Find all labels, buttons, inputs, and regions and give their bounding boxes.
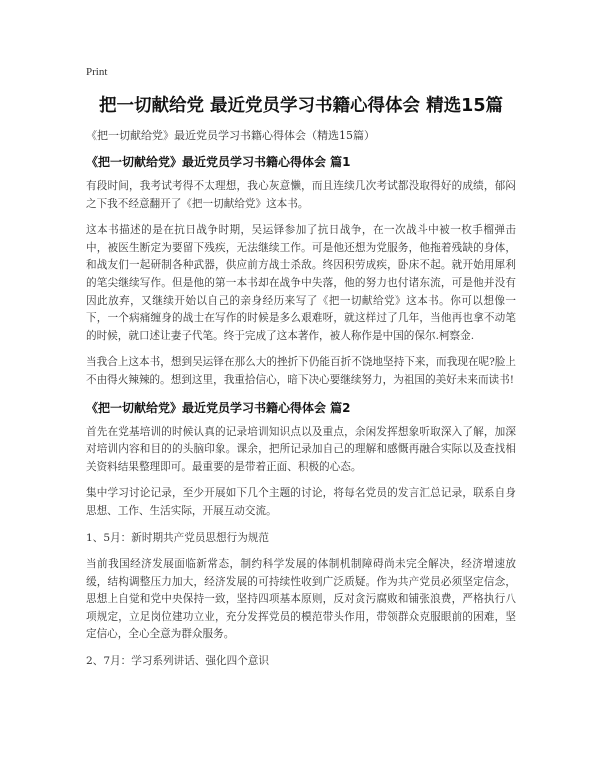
section-2-item-2-label: 2、7月：学习系列讲话、强化四个意识 bbox=[86, 655, 269, 668]
section-2-paragraph-2: 集中学习讨论记录，至少开展如下几个主题的讨论，将每名党员的发言汇总记录，联系自身思想、工作、生活实际，开展互动交流。 bbox=[86, 487, 516, 517]
section-1-paragraph-2: 这本书描述的是在抗日战争时期，吴运铎参加了抗日战争，在一次战斗中被一枚手榴弹击中，被医生断定为要留下残疾，无法继续工作。可是他还想为党服务，他拖着残缺的身体，和战友们一起研制各种武器，供应前方战士杀敌。终因积劳成疾，卧床不起。就开始用犀利的笔尖继续写作。但是他的第一本书却在战争中失落，他的努力也付诸东流，可是他并没有因此放弃，又继续开始以自己的亲身经历来写了《把一切献给党》这本书。你可以想像一下，一个病痛缠身的战士在写作的时候是多么艰难呀，就这样过了几年，当他再也拿不动笔的时候，就口述让妻子代笔。终于完成了这本著作，被人称作是中国的保尔.柯察金. bbox=[86, 224, 516, 342]
section-heading-1: 《把一切献给党》最近党员学习书籍心得体会 篇1 bbox=[86, 155, 351, 169]
document-title: 把一切献给党 最近党员学习书籍心得体会 精选15篇 bbox=[98, 96, 504, 116]
section-heading-2: 《把一切献给党》最近党员学习书籍心得体会 篇2 bbox=[86, 400, 351, 415]
print-link[interactable]: Print bbox=[86, 66, 108, 78]
section-2-item-1-label: 1、5月：新时期共产党员思想行为规范 bbox=[86, 531, 269, 544]
section-2-paragraph-1: 首先在党基培训的时候认真的记录培训知识点以及重点，余闲发挥想象听取深入了解，加深对培训内容和目的的头脑印象。课余，把所记录加自己的理解和感慨再融合实际以及查找相关资料结果整理即可。最重要的是带着正面、积极的心态。 bbox=[86, 425, 516, 473]
section-2-item-1-paragraph: 当前我国经济发展面临新常态，制约科学发展的体制机制障碍尚未完全解决，经济增速放缓，结构调整压力加大，经济发展的可持续性收到广泛质疑。作为共产党员必须坚定信念，思想上自觉和党中央保持一致，坚持四项基本原则，反对贪污腐败和铺张浪费，严格执行八项规定，立足岗位建功立业，充分发挥党员的模范带头作用，带领群众克服眼前的困难，坚定信心，全心全意为群众服务。 bbox=[86, 558, 516, 641]
section-1-paragraph-3: 当我合上这本书，想到吴运铎在那么大的挫折下仍能百折不饶地坚持下来，而我现在呢?脸上不由得火辣辣的。想到这里，我重拾信心，暗下决心要继续努力，为祖国的美好未来而读书! bbox=[86, 356, 516, 386]
section-1-paragraph-1: 有段时间，我考试考得不太理想，我心灰意懒，而且连续几次考试都没取得好的成绩，郁闷之下我不经意翻开了《把一切献给党》这本书。 bbox=[86, 180, 516, 210]
document-subtitle: 《把一切献给党》最近党员学习书籍心得体会（精选15篇） bbox=[86, 129, 375, 142]
